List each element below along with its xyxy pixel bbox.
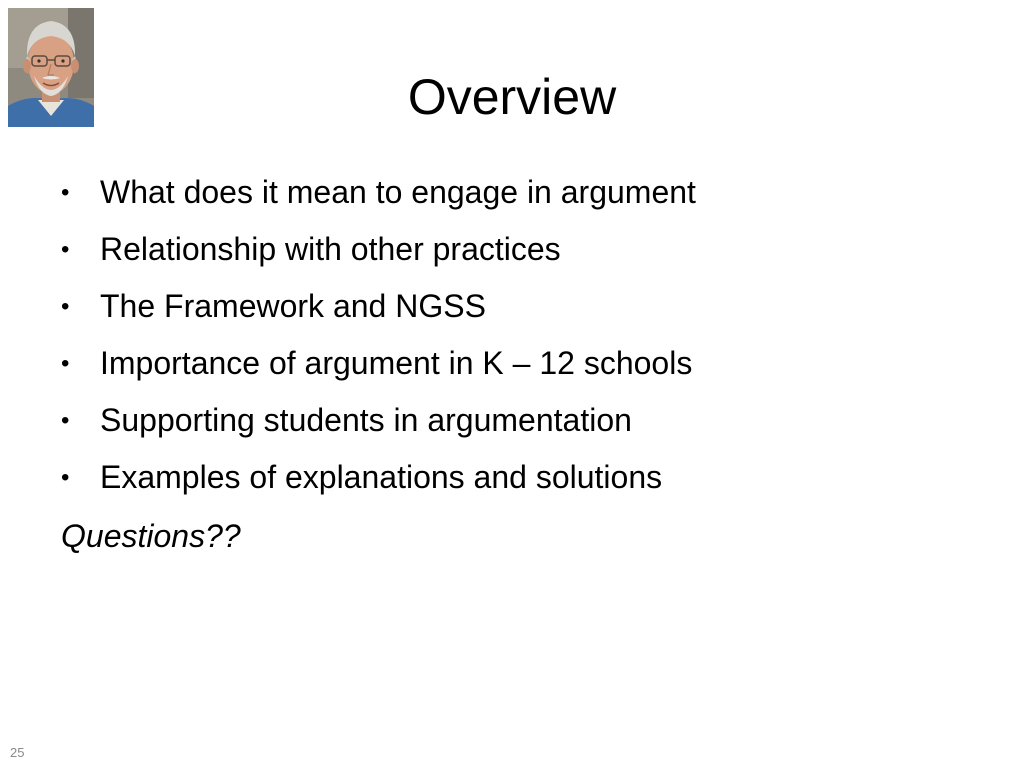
bullet-text: Examples of explanations and solutions bbox=[100, 459, 663, 495]
bullet-icon: • bbox=[61, 179, 70, 206]
slide-title: Overview bbox=[407, 69, 617, 125]
bullet-text: Relationship with other practices bbox=[100, 231, 561, 267]
list-item bbox=[60, 221, 960, 278]
bullet-list bbox=[60, 164, 960, 506]
bullet-icon: • bbox=[61, 464, 70, 491]
bullet-icon: • bbox=[61, 407, 70, 434]
bullet-icon: • bbox=[61, 236, 70, 263]
questions-text: Questions?? bbox=[61, 518, 241, 554]
list-item bbox=[60, 278, 960, 335]
slide-number: 25 bbox=[10, 745, 25, 760]
bullet-text: What does it mean to engage in argument bbox=[100, 174, 696, 210]
bullet-icon: • bbox=[61, 350, 70, 377]
list-item bbox=[60, 449, 960, 506]
bullet-icon: • bbox=[61, 293, 70, 320]
list-item bbox=[60, 164, 960, 221]
list-item bbox=[60, 335, 960, 392]
bullet-text: Importance of argument in K – 12 schools bbox=[100, 345, 693, 381]
bullet-text: Supporting students in argumentation bbox=[100, 402, 632, 438]
bullet-text: The Framework and NGSS bbox=[100, 288, 486, 324]
list-item bbox=[60, 392, 960, 449]
